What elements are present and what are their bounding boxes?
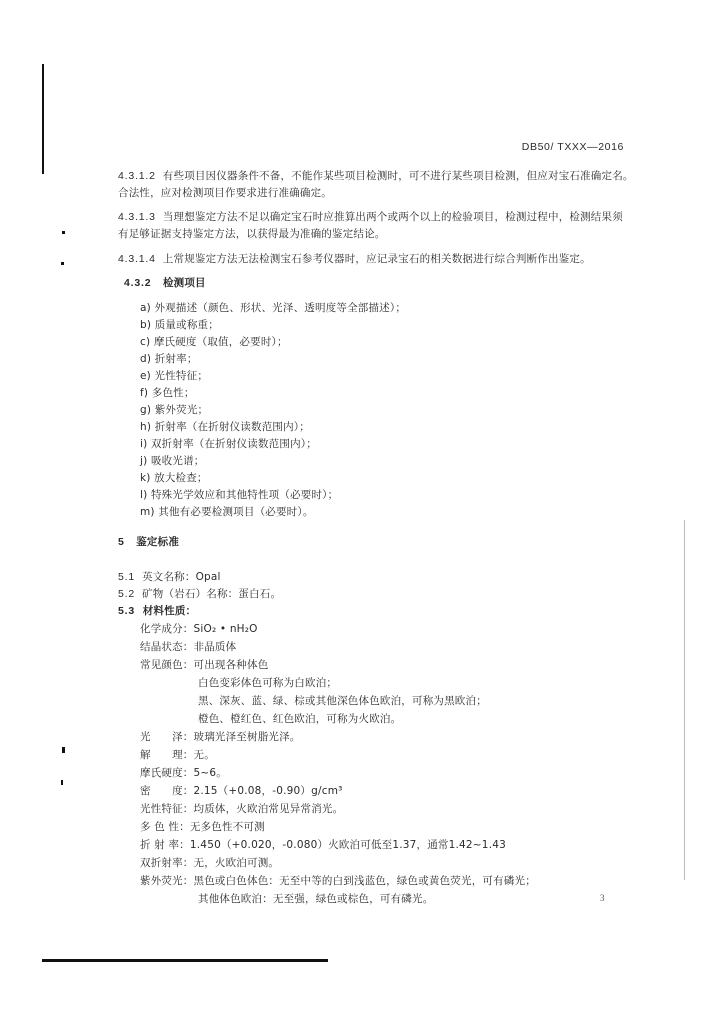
- list-text: 紫外荧光；: [154, 404, 209, 416]
- clause-4-3-1-3: [118, 210, 623, 224]
- list-text: 摩氏硬度（取值，必要时）；: [153, 336, 288, 348]
- property-value: 5~6。: [193, 767, 227, 779]
- clause-4-3-1-3-cont: [118, 227, 386, 241]
- page-number: 3: [600, 893, 605, 903]
- scan-dot-4: [61, 780, 63, 785]
- property-row: [140, 838, 506, 852]
- clause-number: 4.3.1.4: [118, 253, 156, 265]
- property-value: 无，火欧泊可测。: [193, 857, 280, 869]
- property-label: 紫外荧光：: [140, 875, 194, 887]
- list-text: 特殊光学效应和其他特性项（必要时）；: [150, 489, 339, 501]
- clause-text: 矿物（岩石）名称：蛋白石。: [142, 588, 282, 600]
- list-text: 折射率（在折射仪读数范围内）；: [154, 421, 310, 433]
- list-marker: j): [140, 455, 148, 467]
- property-row: [140, 856, 279, 870]
- clause-title: 检测项目: [162, 277, 206, 289]
- list-marker: i): [140, 438, 148, 450]
- property-label: 解 理：: [140, 749, 194, 761]
- property-value: 黑、深灰、蓝、绿、棕或其他深色体色欧泊，可称为黑欧泊；: [198, 695, 487, 707]
- list-marker: b): [140, 319, 152, 331]
- list-item: [140, 471, 208, 485]
- list-marker: k): [140, 472, 151, 484]
- clause-text: 有足够证据支持鉴定方法，以获得最为准确的鉴定结论。: [118, 228, 386, 240]
- list-text: 折射率；: [154, 353, 198, 365]
- list-text: 光性特征；: [154, 370, 209, 382]
- clause-text: 上常规鉴定方法无法检测宝石参考仪器时，应记录宝石的相关数据进行综合判断作出鉴定。: [162, 253, 591, 265]
- clause-4-3-2-heading: [124, 276, 206, 290]
- property-row: [140, 730, 301, 744]
- list-marker: d): [140, 353, 152, 365]
- property-row: [198, 694, 487, 708]
- list-text: 多色性；: [151, 387, 195, 399]
- property-row: [140, 622, 258, 636]
- list-text: 双折射率（在折射仪读数范围内）；: [150, 438, 317, 450]
- property-value: 无多色性不可测: [189, 821, 265, 833]
- clause-4-3-1-2: [118, 169, 634, 183]
- property-row: [140, 820, 265, 834]
- list-marker: c): [140, 336, 151, 348]
- property-label: 化学成分：: [140, 623, 194, 635]
- scan-dot-3: [62, 747, 65, 753]
- property-label: 折 射 率：: [140, 839, 190, 851]
- property-label: 结晶状态：: [140, 641, 194, 653]
- property-label: 多 色 性：: [140, 821, 190, 833]
- clause-text: 英文名称：Opal: [142, 571, 221, 583]
- list-item: [140, 369, 208, 383]
- clause-number: 5.2: [118, 588, 135, 600]
- list-item: [140, 505, 314, 519]
- scan-edge-line-left: [42, 64, 44, 174]
- property-row: [198, 676, 337, 690]
- property-value: 黑色或白色体色：无至中等的白到浅蓝色，绿色或黄色荧光，可有磷光；: [193, 875, 536, 887]
- property-label: 光性特征：: [140, 803, 194, 815]
- list-item: [140, 420, 310, 434]
- scan-dot-2: [61, 262, 64, 265]
- list-marker: l): [140, 489, 148, 501]
- property-row: [140, 874, 536, 888]
- list-marker: m): [140, 506, 155, 518]
- list-item: [140, 352, 198, 366]
- clause-text: 材料性质：: [142, 605, 197, 617]
- property-label: 常见颜色：: [140, 659, 194, 671]
- clause-number: 5.3: [118, 605, 135, 617]
- property-row: [140, 766, 227, 780]
- property-row: [140, 640, 236, 654]
- list-item: [140, 403, 208, 417]
- clause-4-3-1-4: [118, 252, 591, 266]
- scan-dot-1: [62, 231, 65, 234]
- property-value: SiO₂ • nH₂O: [193, 623, 258, 635]
- property-value: 橙色、橙红色、红色欧泊，可称为火欧泊。: [198, 713, 402, 725]
- list-text: 其他有必要检测项目（必要时）。: [158, 506, 314, 518]
- clause-5-1: [118, 570, 221, 584]
- property-row: [198, 712, 401, 726]
- list-item: [140, 335, 288, 349]
- property-value: 玻璃光泽至树脂光泽。: [193, 731, 301, 743]
- clause-4-3-1-2-cont: [118, 186, 332, 200]
- clause-text: 合法性，应对检测项目作要求进行准确确定。: [118, 187, 332, 199]
- list-marker: a): [140, 302, 151, 314]
- property-value: 无。: [193, 749, 215, 761]
- clause-number: 5.1: [118, 571, 135, 583]
- list-marker: h): [140, 421, 152, 433]
- list-item: [140, 454, 204, 468]
- property-value: 非晶质体: [193, 641, 237, 653]
- section-5-heading: [118, 535, 179, 549]
- list-marker: e): [140, 370, 151, 382]
- property-row: [140, 784, 343, 798]
- scan-bottom-rule: [42, 959, 328, 962]
- document-code: DB50/ TXXX—2016: [521, 141, 624, 153]
- clause-number: 4.3.2: [124, 277, 152, 289]
- property-row: [140, 802, 343, 816]
- list-marker: f): [140, 387, 149, 399]
- property-row: [198, 892, 433, 906]
- clause-number: 4.3.1.3: [118, 211, 156, 223]
- property-value: 1.450（+0.020，-0.080）火欧泊可低至1.37，通常1.42~1.43: [189, 839, 506, 851]
- property-label: 双折射率：: [140, 857, 194, 869]
- clause-number: 4.3.1.2: [118, 170, 156, 182]
- property-row: [140, 658, 268, 672]
- property-value: 可出现各种体色: [193, 659, 269, 671]
- property-row: [140, 748, 215, 762]
- property-value: 均质体，火欧泊常见异常消光。: [193, 803, 344, 815]
- list-marker: g): [140, 404, 152, 416]
- property-value: 其他体色欧泊：无至强，绿色或棕色，可有磷光。: [198, 893, 434, 905]
- clause-text: 有些项目因仪器条件不备，不能作某些项目检测时，可不进行某些项目检测，但应对宝石准确定名。: [162, 170, 634, 182]
- section-title: 鉴定标准: [136, 536, 180, 548]
- property-label: 密 度：: [140, 785, 194, 797]
- property-value: 2.15（+0.08，-0.90）g/cm³: [193, 785, 343, 797]
- list-text: 放大检查；: [154, 472, 208, 484]
- property-label: 摩氏硬度：: [140, 767, 194, 779]
- list-item: [140, 301, 406, 315]
- list-text: 吸收光谱；: [150, 455, 205, 467]
- list-item: [140, 488, 338, 502]
- clause-5-2: [118, 587, 281, 601]
- scan-edge-line-right: [684, 520, 685, 880]
- clause-text: 当理想鉴定方法不足以确定宝石时应推算出两个或两个以上的检验项目，检测过程中，检测结果须: [162, 211, 623, 223]
- property-value: 白色变彩体色可称为白欧泊；: [198, 677, 338, 689]
- list-text: 质量或称重；: [154, 319, 219, 331]
- property-label: 光 泽：: [140, 731, 194, 743]
- list-item: [140, 386, 195, 400]
- section-number: 5: [118, 536, 125, 548]
- list-text: 外观描述（颜色、形状、光泽、透明度等全部描述）；: [154, 302, 407, 314]
- clause-5-3: [118, 604, 196, 618]
- list-item: [140, 437, 317, 451]
- list-item: [140, 318, 219, 332]
